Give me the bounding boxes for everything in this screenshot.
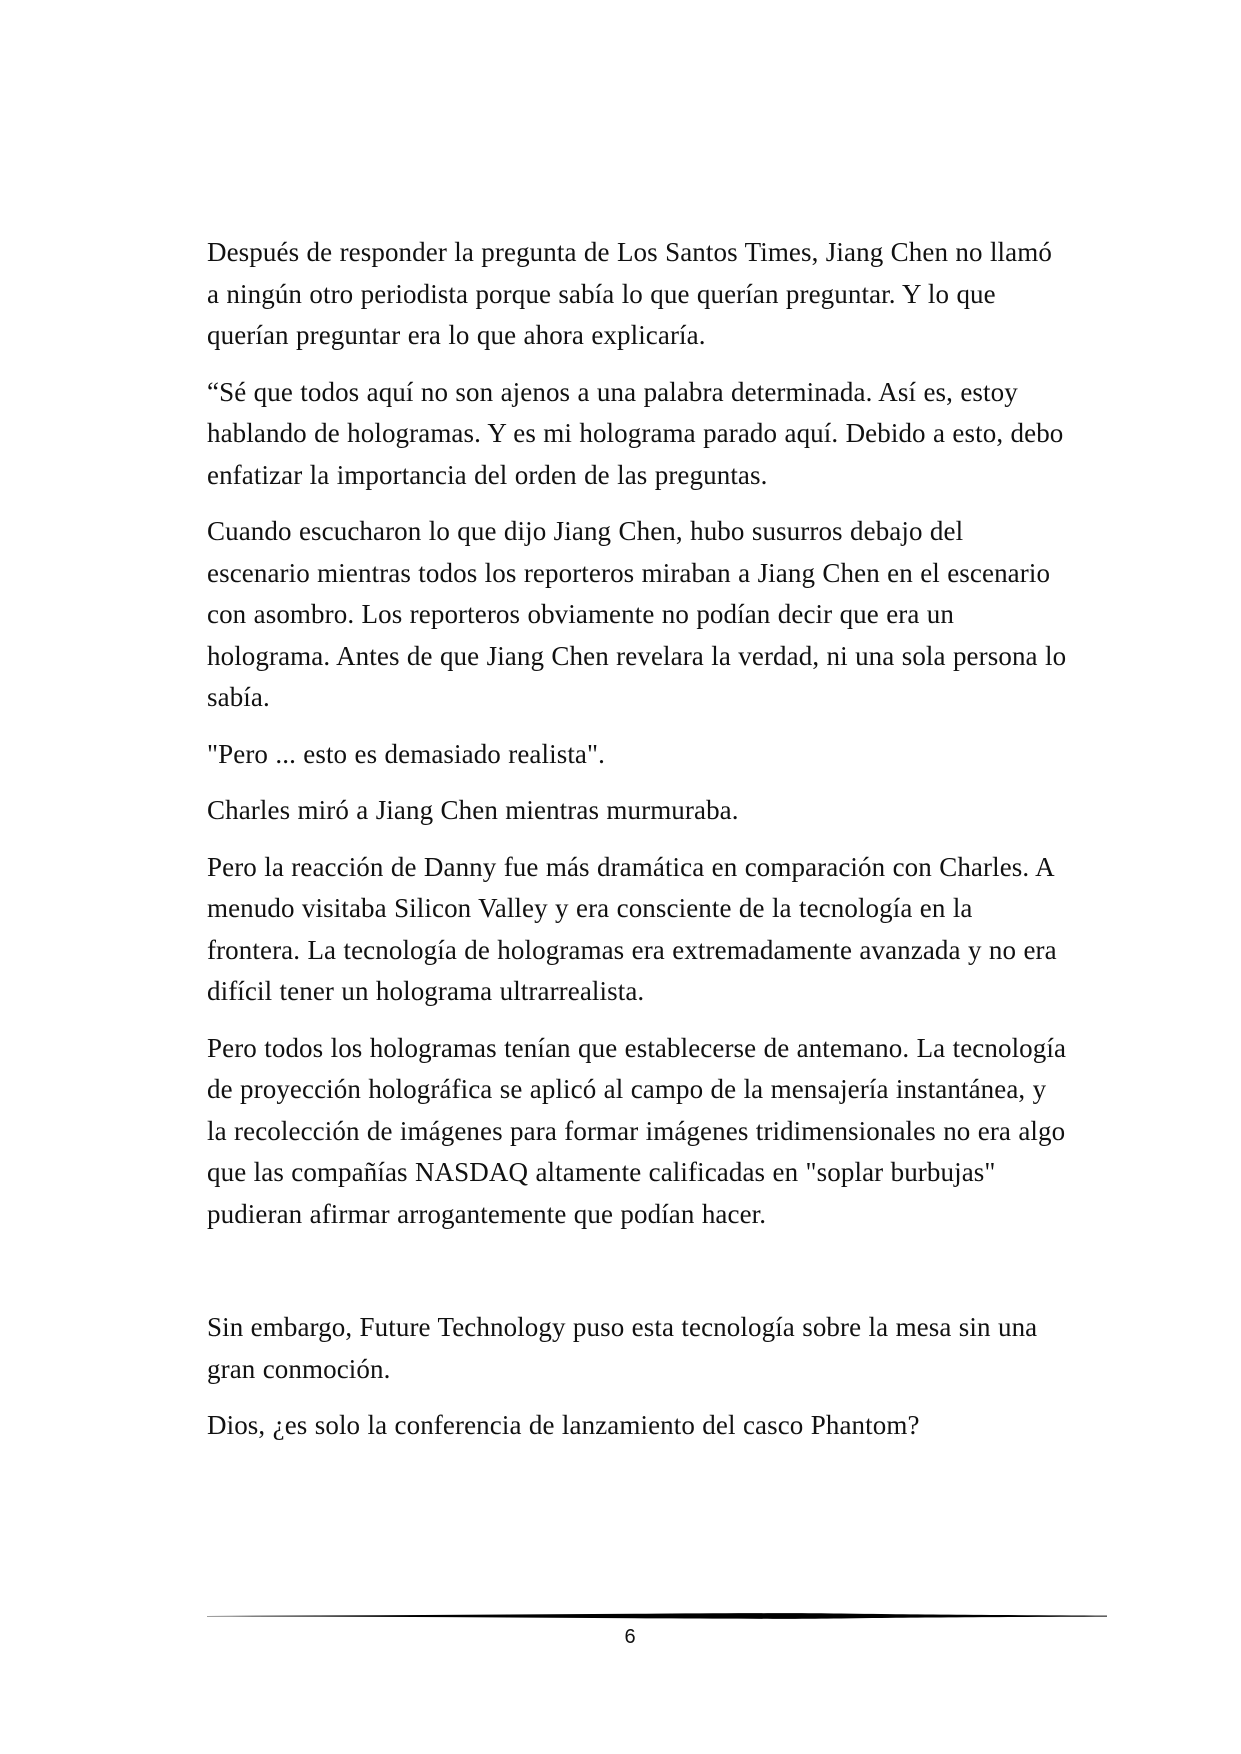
- footer-divider: [207, 1609, 1107, 1623]
- paragraph: Cuando escucharon lo que dijo Jiang Chen, hubo susurros debajo del escenario mientras todos los reporteros miraban a Jiang Chen en el escenario con asombro. Los reporteros obviamente no podían decir que era un holograma. Antes de que Jiang Chen revelara la verdad, ni una sola persona lo sabía.: [207, 516, 1067, 712]
- paragraph: "Pero ... esto es demasiado realista".: [207, 738, 605, 769]
- paragraph: Pero la reacción de Danny fue más dramática en comparación con Charles. A menudo visitaba Silicon Valley y era consciente de la tecnología en la frontera. La tecnología de hologramas era extremadamente avanzada y no era difícil tener un holograma ultrarrealista.: [207, 851, 1057, 1006]
- paragraph: Pero todos los hologramas tenían que establecerse de antemano. La tecnología de proyección holográfica se aplicó al campo de la mensajería instantánea, y la recolección de imágenes para formar imágenes tridimensionales no era algo que las compañías NASDAQ altamente calificadas en "soplar burbujas" pudieran afirmar arrogantemente que podían hacer.: [207, 1032, 1067, 1229]
- paragraph: Después de responder la pregunta de Los Santos Times, Jiang Chen no llamó a ningún otro periodista porque sabía lo que querían preguntar. Y lo que querían preguntar era lo que ahora explicaría.: [207, 237, 1052, 350]
- paragraph: Dios, ¿es solo la conferencia de lanzamiento del casco Phantom?: [207, 1410, 920, 1440]
- paragraph: Charles miró a Jiang Chen mientras murmuraba.: [207, 795, 739, 825]
- page-number: 6: [624, 1626, 636, 1648]
- paragraph: “Sé que todos aquí no son ajenos a una palabra determinada. Así es, estoy hablando de hologramas. Y es mi holograma parado aquí. Debido a esto, debo enfatizar la importancia del orden de las preguntas.: [207, 376, 1064, 490]
- paragraph: Sin embargo, Future Technology puso esta tecnología sobre la mesa sin una gran conmoción.: [207, 1312, 1038, 1384]
- body-text: [207, 232, 1067, 1462]
